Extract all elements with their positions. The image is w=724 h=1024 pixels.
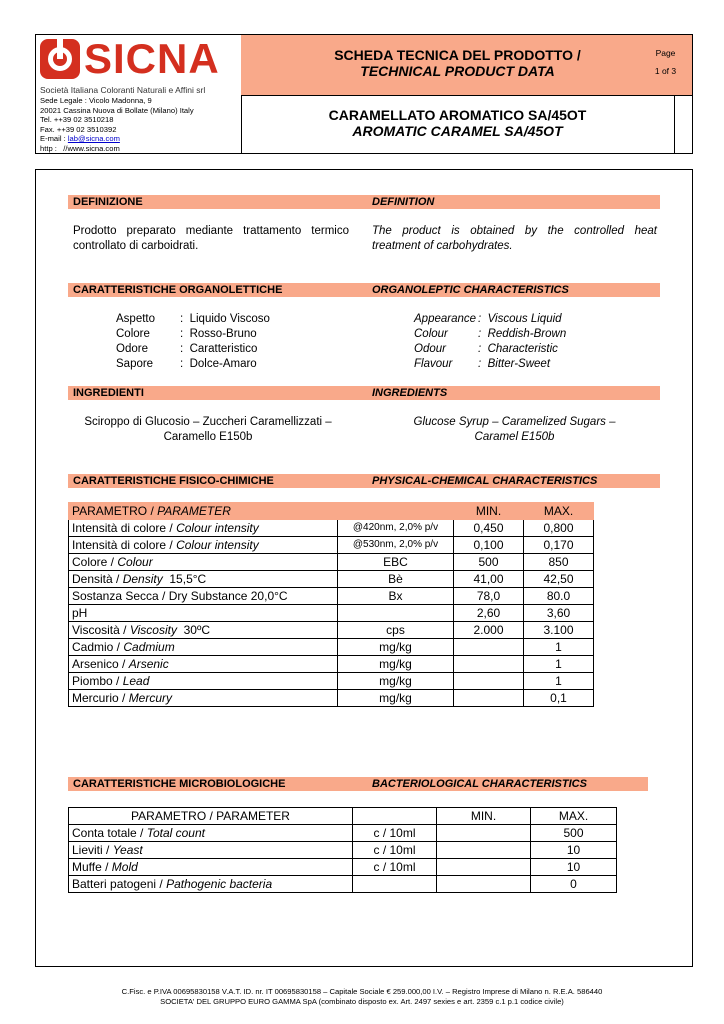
section-label-it: CARATTERISTICHE FISICO-CHIMICHE xyxy=(73,475,274,487)
title-box xyxy=(241,35,674,96)
title-block xyxy=(241,35,675,153)
address-line: Sede Legale : Vicolo Madonna, 9 xyxy=(40,96,152,105)
product-name-it: CARAMELLATO AROMATICO SA/45OT xyxy=(328,107,587,123)
cell-unit: mg/kg xyxy=(338,656,454,673)
list-item: Colore : Rosso-Bruno xyxy=(116,328,257,340)
cell-unit: c / 10ml xyxy=(353,825,437,842)
cell-parameter: Sostanza Secca / Dry Substance 20,0°C xyxy=(69,588,338,605)
address-line: Fax. ++39 02 3510392 xyxy=(40,124,117,134)
table-row xyxy=(69,571,594,588)
cell-max: 1 xyxy=(524,639,594,656)
list-item: Aspetto : Liquido Viscoso xyxy=(116,313,270,325)
cell-min: 0,450 xyxy=(454,520,524,537)
cell-min: 500 xyxy=(454,554,524,571)
cell-min xyxy=(454,673,524,690)
list-item: Colour : Reddish-Brown xyxy=(414,328,567,340)
email-line xyxy=(40,134,194,144)
table-row xyxy=(69,825,617,842)
header-max: MAX. xyxy=(531,808,617,825)
table-row xyxy=(69,554,594,571)
cell-min xyxy=(437,842,531,859)
cell-unit: Bx xyxy=(338,588,454,605)
email-link[interactable]: lab@sicna.com xyxy=(67,134,120,144)
cell-unit: c / 10ml xyxy=(353,842,437,859)
ingredients-text-en: Glucose Syrup – Caramelized Sugars – Caramel E150b xyxy=(413,416,616,443)
cell-parameter: Conta totale / Total count xyxy=(69,825,353,842)
table-row xyxy=(69,639,594,656)
cell-parameter: Cadmio / Cadmium xyxy=(69,639,338,656)
http-label: http : xyxy=(40,143,57,153)
cell-max: 500 xyxy=(531,825,617,842)
list-item: Sapore : Dolce-Amaro xyxy=(116,358,257,370)
section-ingredients xyxy=(68,386,660,400)
website-line xyxy=(40,144,194,154)
cell-max: 0,1 xyxy=(524,690,594,707)
table-row xyxy=(69,876,617,893)
company-address xyxy=(40,96,194,154)
cell-max: 0,800 xyxy=(524,520,594,537)
cell-parameter: pH xyxy=(69,605,338,622)
section-label-it: CARATTERISTICHE MICROBIOLOGICHE xyxy=(73,778,286,790)
header-max: MAX. xyxy=(524,503,594,520)
product-name-en: AROMATIC CARAMEL SA/45OT xyxy=(352,123,563,139)
organoleptic-list-it xyxy=(116,312,270,372)
table-row xyxy=(69,690,594,707)
cell-min xyxy=(437,825,531,842)
cell-min xyxy=(437,876,531,893)
product-box xyxy=(241,96,674,153)
header-parameter: PARAMETRO / PARAMETER xyxy=(69,808,353,825)
cell-max: 42,50 xyxy=(524,571,594,588)
doc-title-en: TECHNICAL PRODUCT DATA xyxy=(360,63,555,79)
cell-parameter: Batteri patogeni / Pathogenic bacteria xyxy=(69,876,353,893)
cell-min xyxy=(437,859,531,876)
cell-unit: c / 10ml xyxy=(353,859,437,876)
cell-max: 0,170 xyxy=(524,537,594,554)
cell-min xyxy=(454,690,524,707)
section-micro xyxy=(68,777,648,791)
cell-unit xyxy=(353,876,437,893)
cell-min: 41,00 xyxy=(454,571,524,588)
cell-unit: EBC xyxy=(338,554,454,571)
document-header xyxy=(35,34,693,154)
company-name: Società Italiana Coloranti Naturali e Affini srl xyxy=(40,85,206,95)
footer-line-2: SOCIETA' DEL GRUPPO EURO GAMMA SpA (combinato disposto ex. Art. 2497 sexies e art. 2359 c.1 p.1 codice civile) xyxy=(160,997,564,1006)
cell-min xyxy=(454,656,524,673)
cell-max: 850 xyxy=(524,554,594,571)
micro-table xyxy=(68,807,617,893)
table-row xyxy=(69,656,594,673)
logo-icon xyxy=(40,39,80,79)
definition-text-en: The product is obtained by the controlled heat treatment of carbohydrates. xyxy=(372,225,657,252)
header-min: MIN. xyxy=(454,503,524,520)
cell-max: 80.0 xyxy=(524,588,594,605)
address-line: 20021 Cassina Nuova di Bollate (Milano) Italy xyxy=(40,105,194,115)
cell-unit: Bè xyxy=(338,571,454,588)
list-item: Odour : Characteristic xyxy=(414,343,558,355)
doc-title-it: SCHEDA TECNICA DEL PRODOTTO / xyxy=(334,47,581,63)
cell-min: 78,0 xyxy=(454,588,524,605)
physchem-table xyxy=(68,502,594,707)
section-label-it: DEFINIZIONE xyxy=(73,196,143,208)
section-label-en: DEFINITION xyxy=(372,196,435,208)
cell-max: 3,60 xyxy=(524,605,594,622)
cell-unit: mg/kg xyxy=(338,639,454,656)
address-line: Tel. ++39 02 3510218 xyxy=(40,115,114,125)
list-item: Odore : Caratteristico xyxy=(116,343,258,355)
section-physchem xyxy=(68,474,660,488)
definition-text-it: Prodotto preparato mediante trattamento termico controllato di carboidrati. xyxy=(73,225,349,252)
cell-min: 0,100 xyxy=(454,537,524,554)
list-item: Appearance : Viscous Liquid xyxy=(414,313,562,325)
cell-parameter: Arsenico / Arsenic xyxy=(69,656,338,673)
section-organoleptic xyxy=(68,283,660,297)
section-label-en: PHYSICAL-CHEMICAL CHARACTERISTICS xyxy=(372,475,598,487)
cell-parameter: Colore / Colour xyxy=(69,554,338,571)
header-parameter: PARAMETRO / PARAMETER xyxy=(69,503,338,520)
section-label-en: BACTERIOLOGICAL CHARACTERISTICS xyxy=(372,778,587,790)
cell-max: 10 xyxy=(531,859,617,876)
company-block xyxy=(36,35,242,153)
cell-max: 10 xyxy=(531,842,617,859)
cell-min: 2.000 xyxy=(454,622,524,639)
cell-max: 0 xyxy=(531,876,617,893)
table-row xyxy=(69,537,594,554)
cell-min xyxy=(454,639,524,656)
table-row xyxy=(69,622,594,639)
table-row xyxy=(69,842,617,859)
cell-parameter: Muffe / Mold xyxy=(69,859,353,876)
cell-parameter: Viscosità / Viscosity 30ºC xyxy=(69,622,338,639)
cell-parameter: Intensità di colore / Colour intensity xyxy=(69,520,338,537)
footer-line-1: C.Fisc. e P.IVA 00695830158 V.A.T. ID. nr. IT 00695830158 – Capitale Sociale € 259.000,00 I.V. – Registro Imprese di Milano n. R.E.A. 586440 xyxy=(121,987,603,996)
cell-unit: mg/kg xyxy=(338,690,454,707)
page-value: 1 of 3 xyxy=(654,66,677,76)
header-min: MIN. xyxy=(437,808,531,825)
cell-parameter: Lieviti / Yeast xyxy=(69,842,353,859)
cell-unit: cps xyxy=(338,622,454,639)
website-link[interactable]: //www.sicna.com xyxy=(63,143,120,153)
cell-parameter: Mercurio / Mercury xyxy=(69,690,338,707)
cell-max: 3.100 xyxy=(524,622,594,639)
organoleptic-list-en xyxy=(414,312,566,372)
logo-text: SICNA xyxy=(84,35,220,82)
cell-parameter: Piombo / Lead xyxy=(69,673,338,690)
cell-max: 1 xyxy=(524,673,594,690)
section-label-it: INGREDIENTI xyxy=(73,387,144,399)
page-label: Page xyxy=(655,48,676,58)
table-header-row xyxy=(69,808,617,825)
table-row xyxy=(69,605,594,622)
page-number-box xyxy=(639,35,692,96)
footer xyxy=(0,987,724,1007)
table-row xyxy=(69,520,594,537)
cell-max: 1 xyxy=(524,656,594,673)
company-logo xyxy=(40,35,220,82)
cell-unit: @420nm, 2,0% p/v xyxy=(338,520,454,537)
cell-parameter: Densità / Density 15,5°C xyxy=(69,571,338,588)
email-label: E-mail : xyxy=(40,134,66,144)
section-definition xyxy=(68,195,660,209)
cell-parameter: Intensità di colore / Colour intensity xyxy=(69,537,338,554)
section-label-en: INGREDIENTS xyxy=(372,387,448,399)
cell-unit: mg/kg xyxy=(338,673,454,690)
section-label-it: CARATTERISTICHE ORGANOLETTICHE xyxy=(73,284,283,296)
cell-unit: @530nm, 2,0% p/v xyxy=(338,537,454,554)
cell-min: 2,60 xyxy=(454,605,524,622)
table-header-row xyxy=(69,503,594,520)
table-row xyxy=(69,673,594,690)
table-row xyxy=(69,859,617,876)
table-row xyxy=(69,588,594,605)
ingredients-text-it: Sciroppo di Glucosio – Zuccheri Caramellizzati – Caramello E150b xyxy=(84,416,332,443)
list-item: Flavour : Bitter-Sweet xyxy=(414,358,551,370)
cell-unit xyxy=(338,605,454,622)
section-label-en: ORGANOLEPTIC CHARACTERISTICS xyxy=(372,284,569,296)
